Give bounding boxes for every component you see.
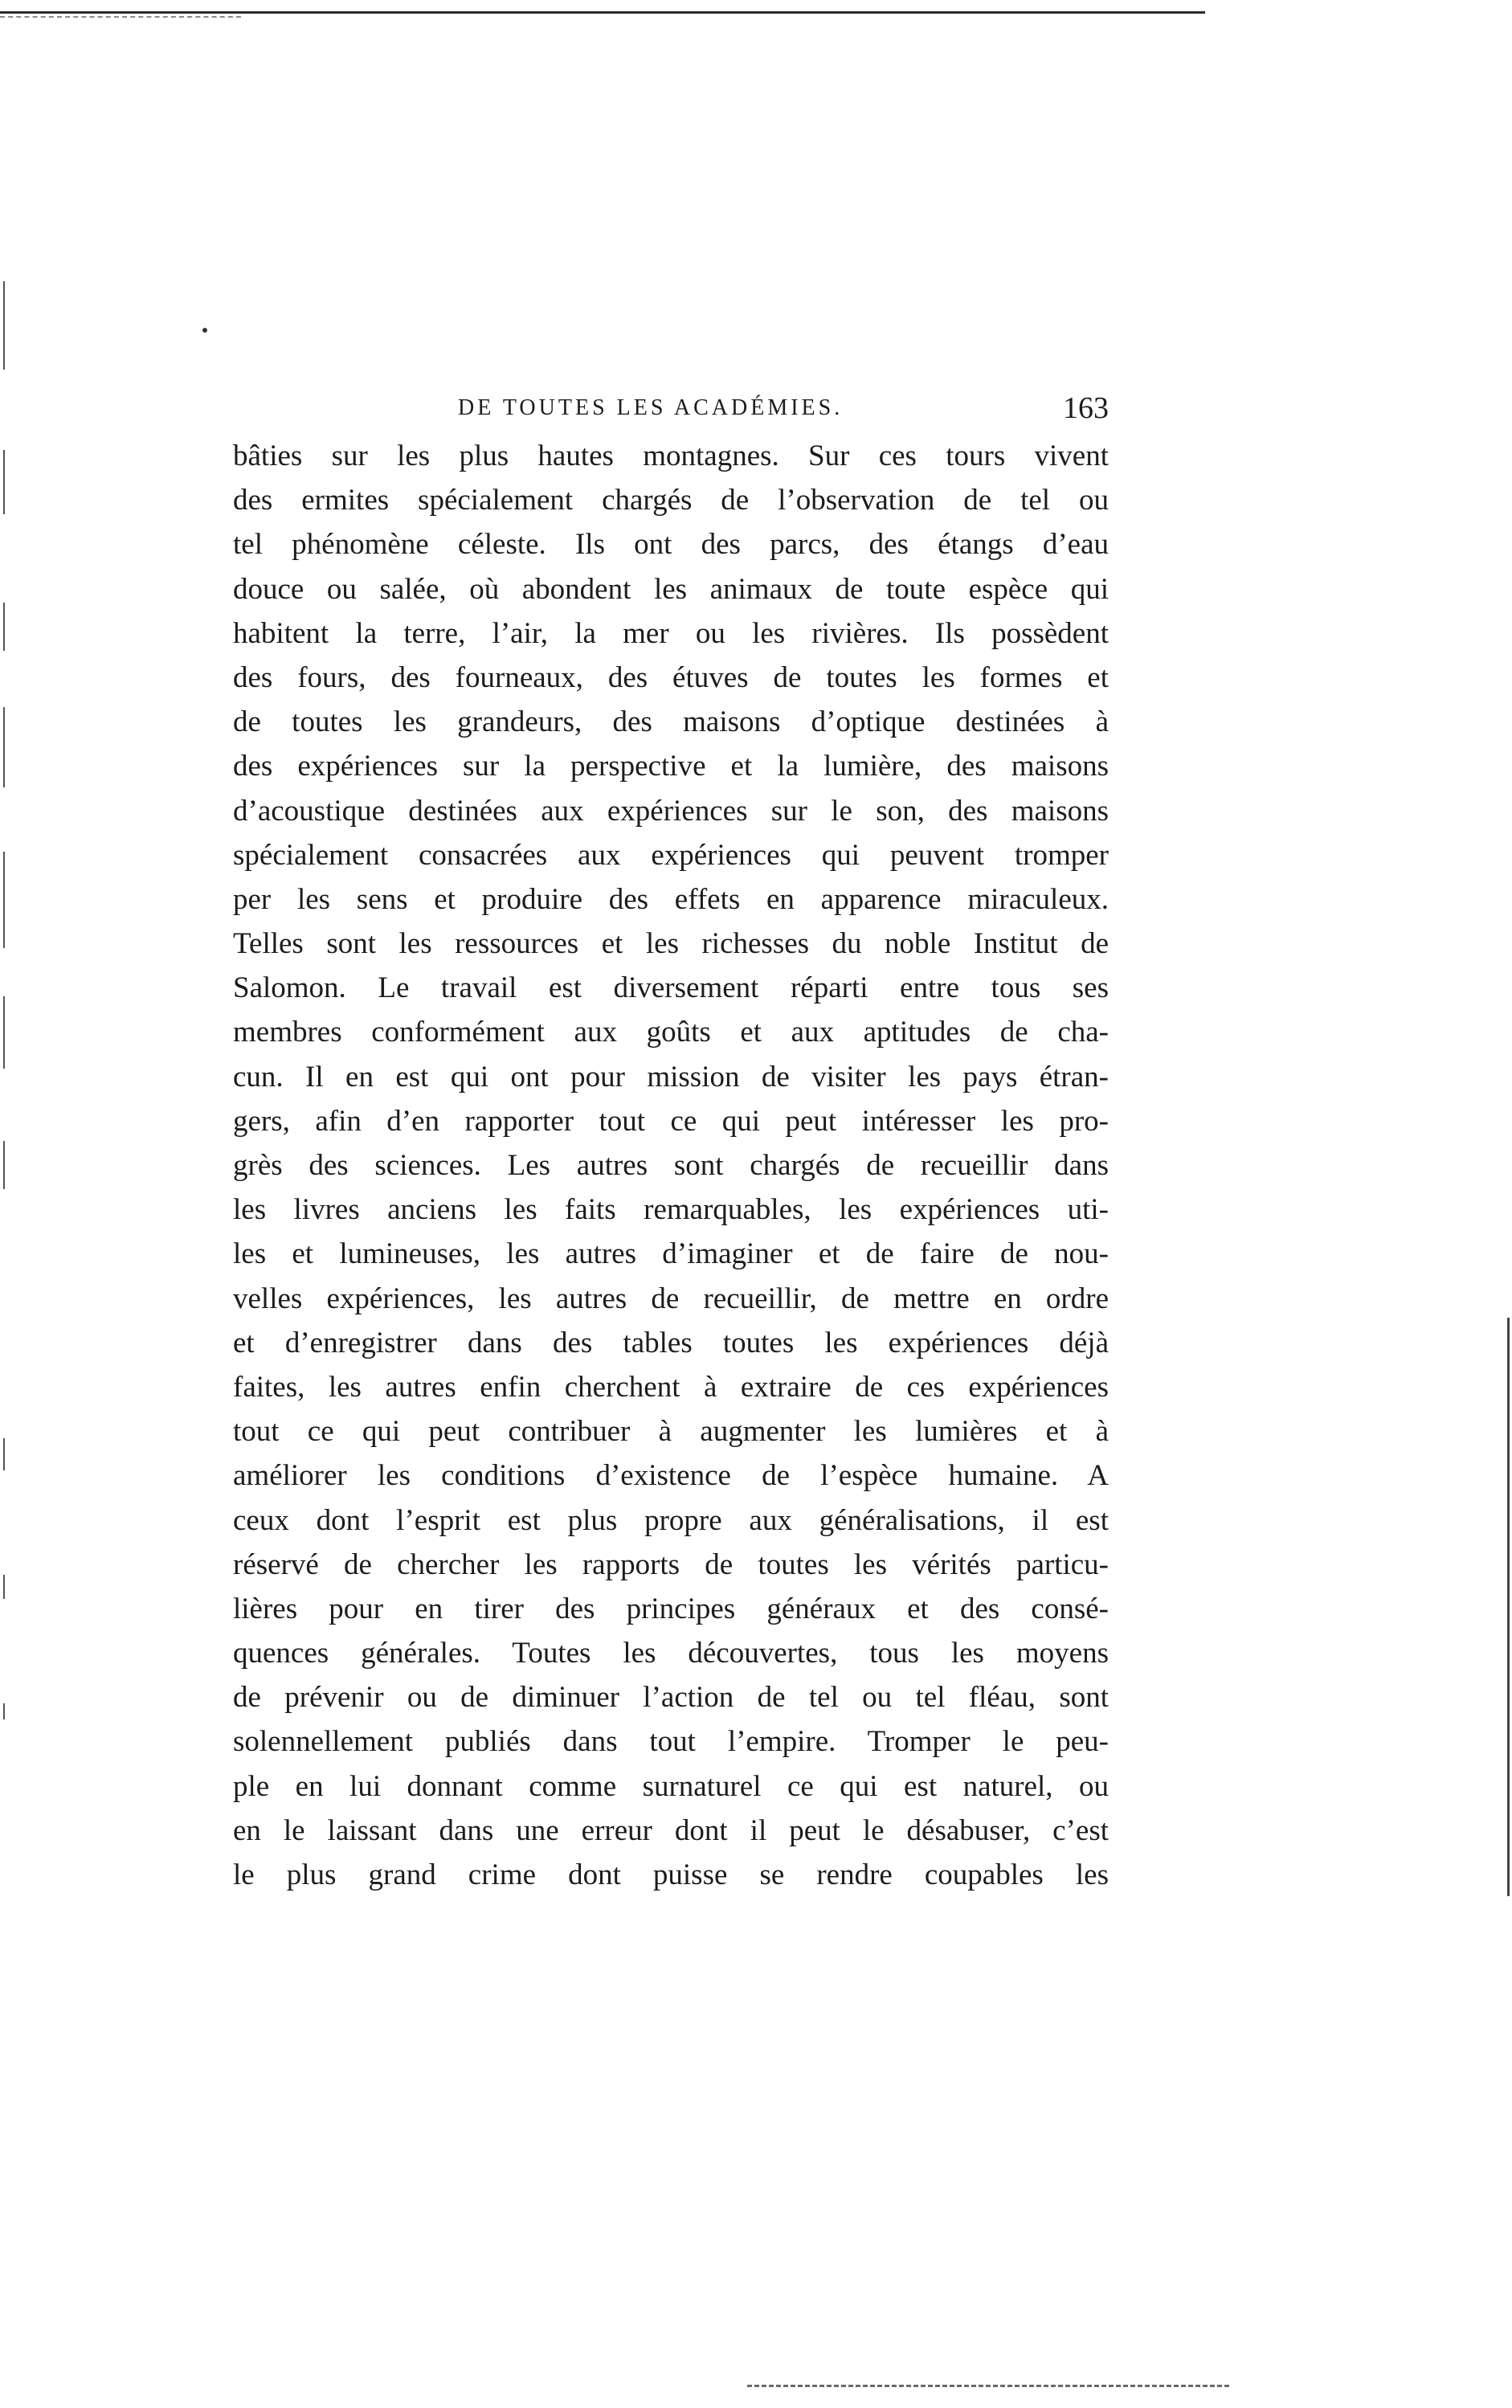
left-margin-mark — [3, 1438, 5, 1470]
text-line: de toutes les grandeurs, des maisons d’optique destinées à — [233, 705, 1109, 739]
text-line: de prévenir ou de diminuer l’action de tel ou tel fléau, sont — [233, 1681, 1109, 1715]
text-line: les et lumineuses, les autres d’imaginer et de faire de nou- — [233, 1237, 1109, 1271]
text-line: des fours, des fourneaux, des étuves de toutes les formes et — [233, 660, 1109, 694]
text-line: quences générales. Toutes les découvertes, tous les moyens — [233, 1637, 1109, 1670]
text-line: le plus grand crime dont puisse se rendre coupables les — [233, 1858, 1109, 1891]
text-line: ceux dont l’esprit est plus propre aux généralisations, il est — [233, 1503, 1109, 1537]
text-line: velles expériences, les autres de recueillir, de mettre en ordre — [233, 1282, 1109, 1315]
left-margin-mark — [3, 1141, 5, 1189]
running-title: DE TOUTES LES ACADÉMIES. — [458, 395, 844, 420]
left-margin-mark — [3, 996, 5, 1069]
top-scan-dashes — [0, 16, 241, 18]
text-line: bâties sur les plus hautes montagnes. Sur ces tours vivent — [233, 439, 1109, 472]
text-line: spécialement consacrées aux expériences qui peuvent tromper — [233, 838, 1109, 872]
text-line: tel phénomène céleste. Ils ont des parcs, des étangs d’eau — [233, 528, 1109, 562]
text-line: douce ou salée, où abondent les animaux de toute espèce qui — [233, 572, 1109, 606]
page-number: 163 — [1063, 391, 1109, 425]
text-line: habitent la terre, l’air, la mer ou les rivières. Ils possèdent — [233, 616, 1109, 650]
text-line: en le laissant dans une erreur dont il peut le désabuser, c’est — [233, 1813, 1109, 1847]
left-margin-mark — [3, 450, 5, 514]
stray-ink-dot — [202, 328, 207, 333]
text-line: et d’enregistrer dans des tables toutes les expériences déjà — [233, 1326, 1109, 1359]
text-line: solennellement publiés dans tout l’empire. Tromper le peu- — [233, 1725, 1109, 1759]
text-line: per les sens et produire des effets en apparence miraculeux. — [233, 882, 1109, 916]
text-line: cun. Il en est qui ont pour mission de visiter les pays étran- — [233, 1060, 1109, 1094]
text-line: ple en lui donnant comme surnaturel ce qui est naturel, ou — [233, 1769, 1109, 1803]
top-scan-rule — [0, 11, 1205, 14]
text-line: Salomon. Le travail est diversement réparti entre tous ses — [233, 971, 1109, 1005]
left-margin-mark — [3, 707, 5, 787]
text-line: réservé de chercher les rapports de toutes les vérités particu- — [233, 1547, 1109, 1581]
text-line: tout ce qui peut contribuer à augmenter les lumières et à — [233, 1415, 1109, 1449]
bottom-scan-dashes — [747, 2385, 1229, 2387]
text-line: membres conformément aux goûts et aux aptitudes de cha- — [233, 1016, 1109, 1049]
text-line: des ermites spécialement chargés de l’observation de tel ou — [233, 484, 1109, 517]
text-line: lières pour en tirer des principes généraux et des consé- — [233, 1592, 1109, 1625]
text-line: Telles sont les ressources et les richesses du noble Institut de — [233, 927, 1109, 961]
left-margin-mark — [3, 281, 5, 370]
left-margin-mark — [3, 852, 5, 948]
text-line: des expériences sur la perspective et la lumière, des maisons — [233, 750, 1109, 783]
text-line: les livres anciens les faits remarquables, les expériences uti- — [233, 1193, 1109, 1227]
text-line: améliorer les conditions d’existence de l’espèce humaine. A — [233, 1459, 1109, 1493]
right-scan-edge — [1507, 1318, 1510, 1896]
text-line: gers, afin d’en rapporter tout ce qui peut intéresser les pro- — [233, 1104, 1109, 1138]
left-margin-mark — [3, 603, 5, 651]
body-text — [233, 434, 1109, 1897]
text-line: d’acoustique destinées aux expériences sur le son, des maisons — [233, 794, 1109, 828]
text-line: faites, les autres enfin cherchent à extraire de ces expériences — [233, 1370, 1109, 1404]
text-line: grès des sciences. Les autres sont chargés de recueillir dans — [233, 1149, 1109, 1182]
running-header — [233, 391, 1109, 427]
left-margin-mark — [3, 1703, 5, 1719]
left-margin-mark — [3, 1575, 5, 1599]
